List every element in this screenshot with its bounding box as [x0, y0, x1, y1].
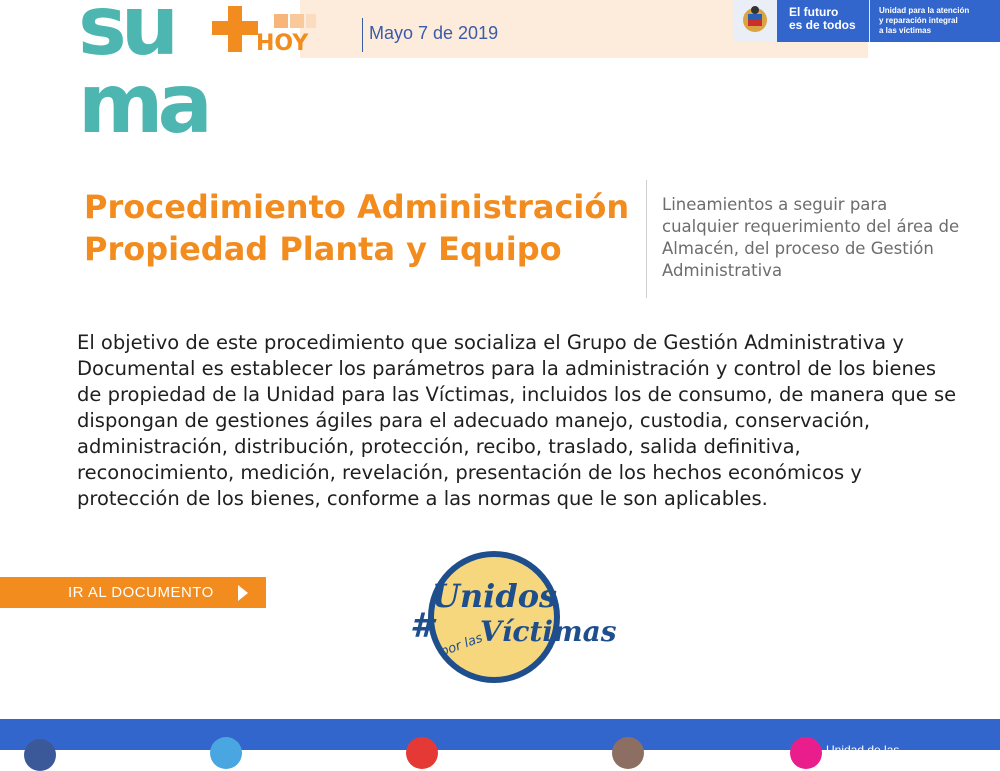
svg-text:por las: por las	[438, 630, 485, 660]
unidos-por-las-victimas-badge	[410, 545, 617, 685]
article-title	[84, 186, 644, 270]
gov-tagline-line1: El futuro	[789, 5, 839, 19]
date-divider	[362, 18, 363, 52]
instagram-icon[interactable]	[612, 737, 644, 769]
gov-banner[interactable]	[733, 0, 1000, 42]
title-line2: Propiedad Planta y Equipo	[84, 230, 562, 268]
gov-tagline-line2: es de todos	[789, 18, 856, 32]
issue-date: Mayo 7 de 2019	[369, 23, 499, 43]
unidad-line1: Unidad para la atención	[879, 6, 970, 15]
svg-text:Víctimas: Víctimas	[480, 615, 617, 648]
gov-tagline	[789, 6, 869, 32]
article-subtitle: Lineamientos a seguir para cualquier requerimiento del área de Almacén, del proceso de Gestión Administrativa	[662, 195, 960, 280]
unidad-victimas-label	[879, 6, 999, 36]
unidad-line3: a las víctimas	[879, 26, 932, 35]
youtube-icon[interactable]	[406, 737, 438, 769]
unidad-line2: y reparación integral	[879, 16, 958, 25]
svg-text:ma: ma	[78, 57, 207, 152]
footer-text: Unidad de las	[826, 743, 900, 757]
article-body: El objetivo de este procedimiento que socializa el Grupo de Gestión Administrativa y Documental es establecer los parámetros para la administración y control de los bienes de propiedad de la Unidad para las Víctimas, incluidos los de consumo, de manera que se dispongan de gestiones ágiles para el adecuado manejo, custodia, conservación, administración, distribución, protección, recibo, traslado, salida definitiva, reconocimiento, medición, revelación, presentación de los hechos económicos y protección de los bienes, conforme a las normas que le son aplicables.	[77, 331, 957, 510]
suma-hoy-logo	[78, 0, 328, 152]
title-divider	[646, 180, 647, 298]
facebook-icon[interactable]	[24, 739, 56, 771]
go-to-document-button[interactable]	[0, 577, 266, 608]
svg-text:su: su	[78, 0, 174, 74]
cta-label: IR AL DOCUMENTO	[68, 584, 214, 601]
gov-divider	[869, 0, 870, 42]
colombia-seal-icon	[733, 0, 777, 42]
svg-text:HOY: HOY	[256, 31, 309, 56]
play-arrow-icon	[238, 585, 248, 601]
flickr-icon[interactable]	[790, 737, 822, 769]
svg-text:#: #	[410, 606, 434, 646]
svg-text:Unidos: Unidos	[432, 577, 558, 615]
twitter-icon[interactable]	[210, 737, 242, 769]
title-line1: Procedimiento Administración	[84, 188, 630, 226]
footer-social-bar	[0, 719, 1000, 757]
